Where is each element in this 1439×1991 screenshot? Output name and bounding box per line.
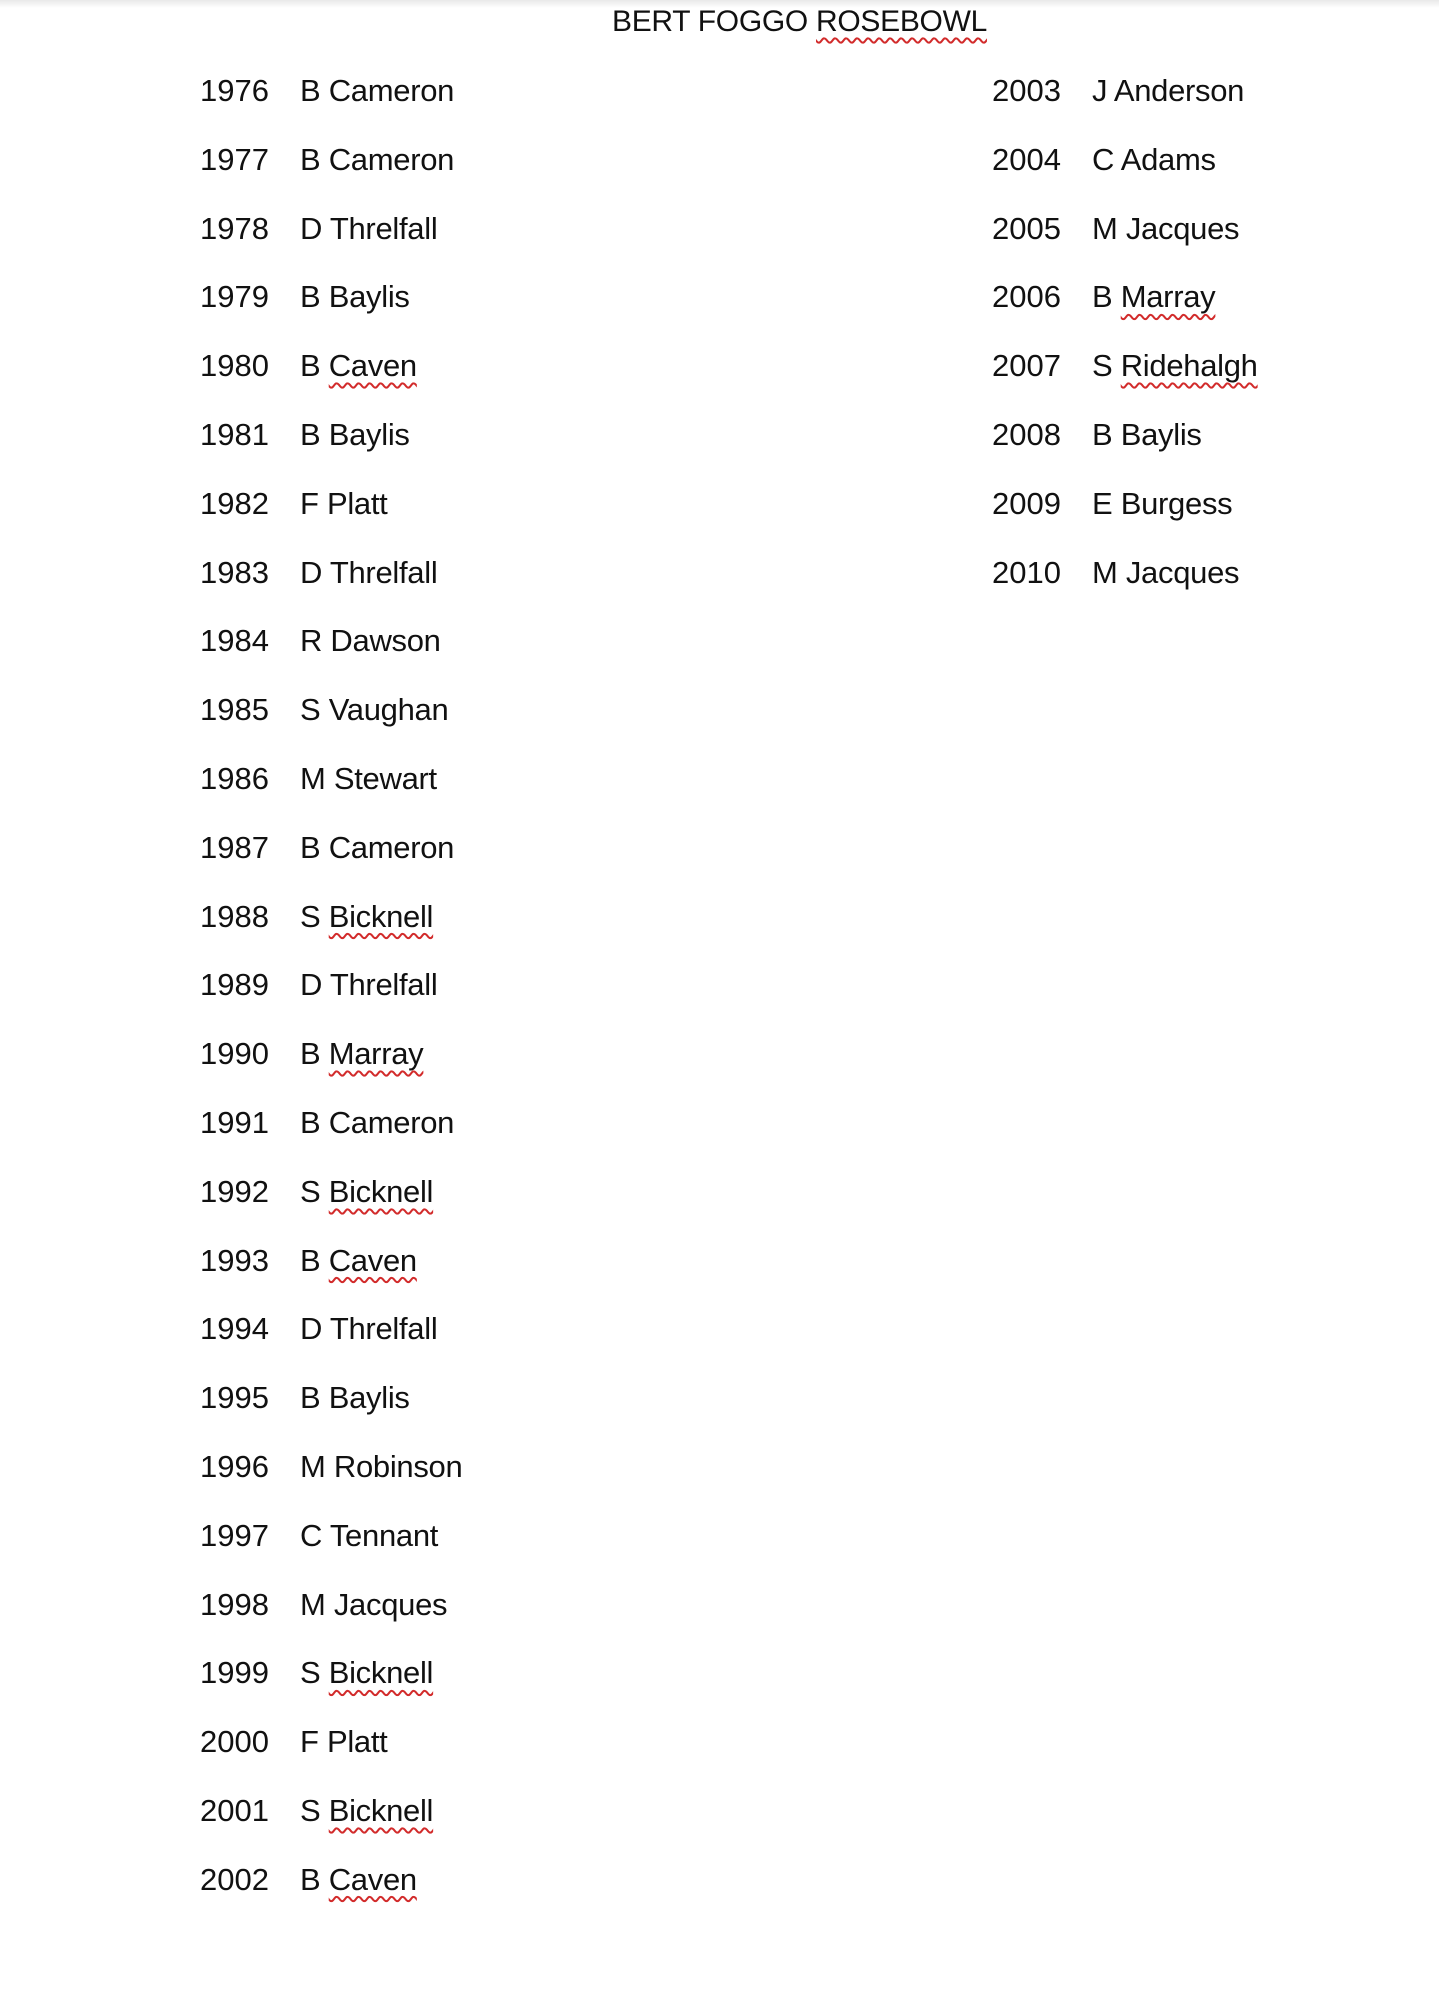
winner-surname: Caven bbox=[328, 1861, 417, 1897]
winner-surname: Bicknell bbox=[328, 1173, 434, 1209]
winner-row bbox=[200, 1031, 462, 1100]
winner-name bbox=[300, 481, 388, 527]
winner-initial: M bbox=[300, 1448, 326, 1484]
winner-row bbox=[200, 1238, 462, 1307]
winner-surname: Jacques bbox=[1125, 210, 1240, 246]
winner-surname: Caven bbox=[328, 348, 417, 384]
winner-initial: B bbox=[300, 1242, 321, 1278]
winner-name bbox=[300, 825, 454, 871]
winner-row bbox=[992, 550, 1258, 619]
winner-initial: B bbox=[1092, 279, 1113, 315]
winner-initial: M bbox=[1092, 554, 1118, 590]
winner-row bbox=[200, 825, 462, 894]
winner-name bbox=[1092, 274, 1215, 320]
winner-name bbox=[300, 1100, 454, 1146]
winner-name bbox=[300, 1650, 433, 1696]
winner-row bbox=[200, 1719, 462, 1788]
winner-row bbox=[992, 481, 1258, 550]
winner-year: 2009 bbox=[992, 485, 1061, 521]
winner-row bbox=[200, 206, 462, 275]
winner-initial: F bbox=[300, 485, 319, 521]
winner-initial: B bbox=[300, 1104, 321, 1140]
winner-year: 2008 bbox=[992, 416, 1061, 452]
winner-name bbox=[300, 1513, 438, 1559]
winner-surname: Marray bbox=[1120, 279, 1216, 315]
winner-surname: Marray bbox=[328, 1036, 424, 1072]
winner-initial: B bbox=[1092, 416, 1113, 452]
title-second-part: ROSEBOWL bbox=[816, 5, 987, 38]
winner-year: 1991 bbox=[200, 1104, 269, 1140]
winner-year: 2005 bbox=[992, 210, 1061, 246]
winner-name bbox=[1092, 206, 1239, 252]
title-first-part: BERT FOGGO bbox=[612, 5, 808, 38]
winner-year: 1978 bbox=[200, 210, 269, 246]
winner-row bbox=[992, 68, 1258, 137]
winner-name bbox=[300, 962, 437, 1008]
winner-name bbox=[300, 1719, 388, 1765]
winner-surname: Robinson bbox=[333, 1448, 463, 1484]
winner-row bbox=[992, 343, 1258, 412]
winner-year: 1999 bbox=[200, 1655, 269, 1691]
winner-row bbox=[200, 1444, 462, 1513]
winner-row bbox=[200, 618, 462, 687]
winner-initial: S bbox=[300, 898, 321, 934]
winner-year: 1984 bbox=[200, 623, 269, 659]
winner-surname: Dawson bbox=[330, 623, 441, 659]
winner-year: 1979 bbox=[200, 279, 269, 315]
page-title bbox=[0, 4, 1439, 40]
winner-year: 1982 bbox=[200, 485, 269, 521]
winner-row bbox=[200, 1306, 462, 1375]
winner-year: 1996 bbox=[200, 1448, 269, 1484]
winner-initial: S bbox=[300, 692, 321, 728]
winner-surname: Bicknell bbox=[328, 1655, 434, 1691]
winner-initial: B bbox=[300, 1380, 321, 1416]
winner-surname: Stewart bbox=[333, 760, 437, 796]
winner-name bbox=[1092, 68, 1244, 114]
winners-list-right bbox=[992, 68, 1258, 618]
winner-initial: D bbox=[300, 1311, 323, 1347]
winner-row bbox=[200, 68, 462, 137]
winner-surname: Threlfall bbox=[329, 967, 438, 1003]
winner-initial: C bbox=[300, 1517, 323, 1553]
winner-row bbox=[200, 1375, 462, 1444]
winner-surname: Platt bbox=[326, 485, 388, 521]
winner-surname: Threlfall bbox=[329, 1311, 438, 1347]
winner-row bbox=[992, 412, 1258, 481]
winner-name bbox=[1092, 481, 1232, 527]
winner-surname: Platt bbox=[326, 1724, 388, 1760]
winner-name bbox=[300, 412, 410, 458]
winner-name bbox=[300, 1031, 423, 1077]
winner-name bbox=[300, 1857, 417, 1903]
winner-surname: Cameron bbox=[328, 141, 455, 177]
winner-year: 2010 bbox=[992, 554, 1061, 590]
winner-surname: Threlfall bbox=[329, 210, 438, 246]
winner-row bbox=[200, 1169, 462, 1238]
winner-row bbox=[992, 274, 1258, 343]
winner-row bbox=[200, 1100, 462, 1169]
winner-initial: D bbox=[300, 554, 323, 590]
winner-initial: S bbox=[300, 1655, 321, 1691]
winner-year: 2003 bbox=[992, 73, 1061, 108]
winner-surname: Cameron bbox=[328, 829, 455, 865]
winner-initial: D bbox=[300, 210, 323, 246]
winner-initial: C bbox=[1092, 141, 1115, 177]
winner-year: 2000 bbox=[200, 1724, 269, 1760]
winner-surname: Jacques bbox=[333, 1586, 448, 1622]
winner-initial: B bbox=[300, 416, 321, 452]
winner-name bbox=[300, 137, 454, 183]
winner-name bbox=[300, 206, 437, 252]
winner-year: 1981 bbox=[200, 416, 269, 452]
winner-name bbox=[300, 550, 437, 596]
winner-initial: J bbox=[1092, 73, 1108, 108]
winner-year: 1993 bbox=[200, 1242, 269, 1278]
winner-surname: Baylis bbox=[328, 1380, 410, 1416]
winner-surname: Vaughan bbox=[328, 692, 449, 728]
winner-year: 1997 bbox=[200, 1517, 269, 1553]
winner-surname: Baylis bbox=[1120, 416, 1202, 452]
winner-name bbox=[300, 1788, 433, 1834]
winner-initial: B bbox=[300, 279, 321, 315]
winner-name bbox=[1092, 550, 1239, 596]
winner-name bbox=[300, 756, 437, 802]
winner-row bbox=[992, 206, 1258, 275]
winner-year: 1992 bbox=[200, 1173, 269, 1209]
winner-initial: B bbox=[300, 141, 321, 177]
winner-year: 1976 bbox=[200, 73, 269, 108]
winner-initial: B bbox=[300, 1861, 321, 1897]
winner-year: 1986 bbox=[200, 760, 269, 796]
winner-initial: B bbox=[300, 1036, 321, 1072]
winner-row bbox=[200, 894, 462, 963]
winner-year: 1985 bbox=[200, 692, 269, 728]
winner-surname: Adams bbox=[1120, 141, 1216, 177]
winner-surname: Baylis bbox=[328, 279, 410, 315]
winner-initial: F bbox=[300, 1724, 319, 1760]
winner-initial: S bbox=[300, 1173, 321, 1209]
winner-name bbox=[1092, 412, 1202, 458]
winner-initial: E bbox=[1092, 485, 1113, 521]
winner-initial: B bbox=[300, 829, 321, 865]
winner-initial: S bbox=[300, 1792, 321, 1828]
winner-initial: R bbox=[300, 623, 323, 659]
winner-name bbox=[300, 618, 441, 664]
winner-row bbox=[200, 481, 462, 550]
winner-name bbox=[300, 1306, 437, 1352]
winner-year: 1989 bbox=[200, 967, 269, 1003]
winner-year: 1995 bbox=[200, 1380, 269, 1416]
winner-name bbox=[300, 1375, 410, 1421]
winner-name bbox=[300, 274, 410, 320]
winner-name bbox=[300, 68, 454, 114]
winner-initial: M bbox=[1092, 210, 1118, 246]
winner-row bbox=[200, 1582, 462, 1651]
winner-name bbox=[1092, 343, 1258, 389]
winner-surname: Bicknell bbox=[328, 1792, 434, 1828]
winner-row bbox=[200, 1788, 462, 1857]
winner-year: 1998 bbox=[200, 1586, 269, 1622]
winner-row bbox=[200, 962, 462, 1031]
winner-surname: Jacques bbox=[1125, 554, 1240, 590]
winner-year: 1980 bbox=[200, 348, 269, 384]
winner-name bbox=[300, 687, 448, 733]
winner-year: 2006 bbox=[992, 279, 1061, 315]
winner-surname: Tennant bbox=[329, 1517, 439, 1553]
winner-row bbox=[200, 687, 462, 756]
winner-year: 2002 bbox=[200, 1861, 269, 1897]
winner-name bbox=[300, 1238, 417, 1284]
winner-name bbox=[300, 1582, 447, 1628]
winners-list-left bbox=[200, 68, 462, 1926]
winner-initial: B bbox=[300, 348, 321, 384]
winner-surname: Ridehalgh bbox=[1120, 348, 1258, 384]
winner-name bbox=[300, 894, 433, 940]
winner-initial: D bbox=[300, 967, 323, 1003]
winner-row bbox=[200, 1857, 462, 1926]
winner-row bbox=[200, 137, 462, 206]
winner-initial: S bbox=[1092, 348, 1113, 384]
winner-surname: Bicknell bbox=[328, 898, 434, 934]
winner-initial: M bbox=[300, 760, 326, 796]
winner-year: 2007 bbox=[992, 348, 1061, 384]
winner-name bbox=[300, 1444, 462, 1490]
winner-row bbox=[200, 550, 462, 619]
winner-year: 1994 bbox=[200, 1311, 269, 1347]
winner-surname: Cameron bbox=[328, 73, 455, 108]
winner-surname: Burgess bbox=[1120, 485, 1233, 521]
winner-year: 1987 bbox=[200, 829, 269, 865]
winner-row bbox=[200, 274, 462, 343]
winner-year: 2004 bbox=[992, 141, 1061, 177]
winner-year: 1988 bbox=[200, 898, 269, 934]
winner-surname: Baylis bbox=[328, 416, 410, 452]
winner-initial: B bbox=[300, 73, 321, 108]
winner-initial: M bbox=[300, 1586, 326, 1622]
winner-row bbox=[200, 1650, 462, 1719]
winner-surname: Threlfall bbox=[329, 554, 438, 590]
winner-surname: Cameron bbox=[328, 1104, 455, 1140]
winner-year: 1990 bbox=[200, 1036, 269, 1072]
winner-row bbox=[200, 343, 462, 412]
winner-year: 1977 bbox=[200, 141, 269, 177]
winner-row bbox=[200, 412, 462, 481]
winner-year: 2001 bbox=[200, 1792, 269, 1828]
winner-row bbox=[992, 137, 1258, 206]
winner-row bbox=[200, 756, 462, 825]
winner-name bbox=[300, 343, 417, 389]
winner-name bbox=[1092, 137, 1216, 183]
winner-year: 1983 bbox=[200, 554, 269, 590]
winner-name bbox=[300, 1169, 433, 1215]
winner-row bbox=[200, 1513, 462, 1582]
winner-surname: Caven bbox=[328, 1242, 417, 1278]
winner-surname: Anderson bbox=[1113, 73, 1245, 108]
